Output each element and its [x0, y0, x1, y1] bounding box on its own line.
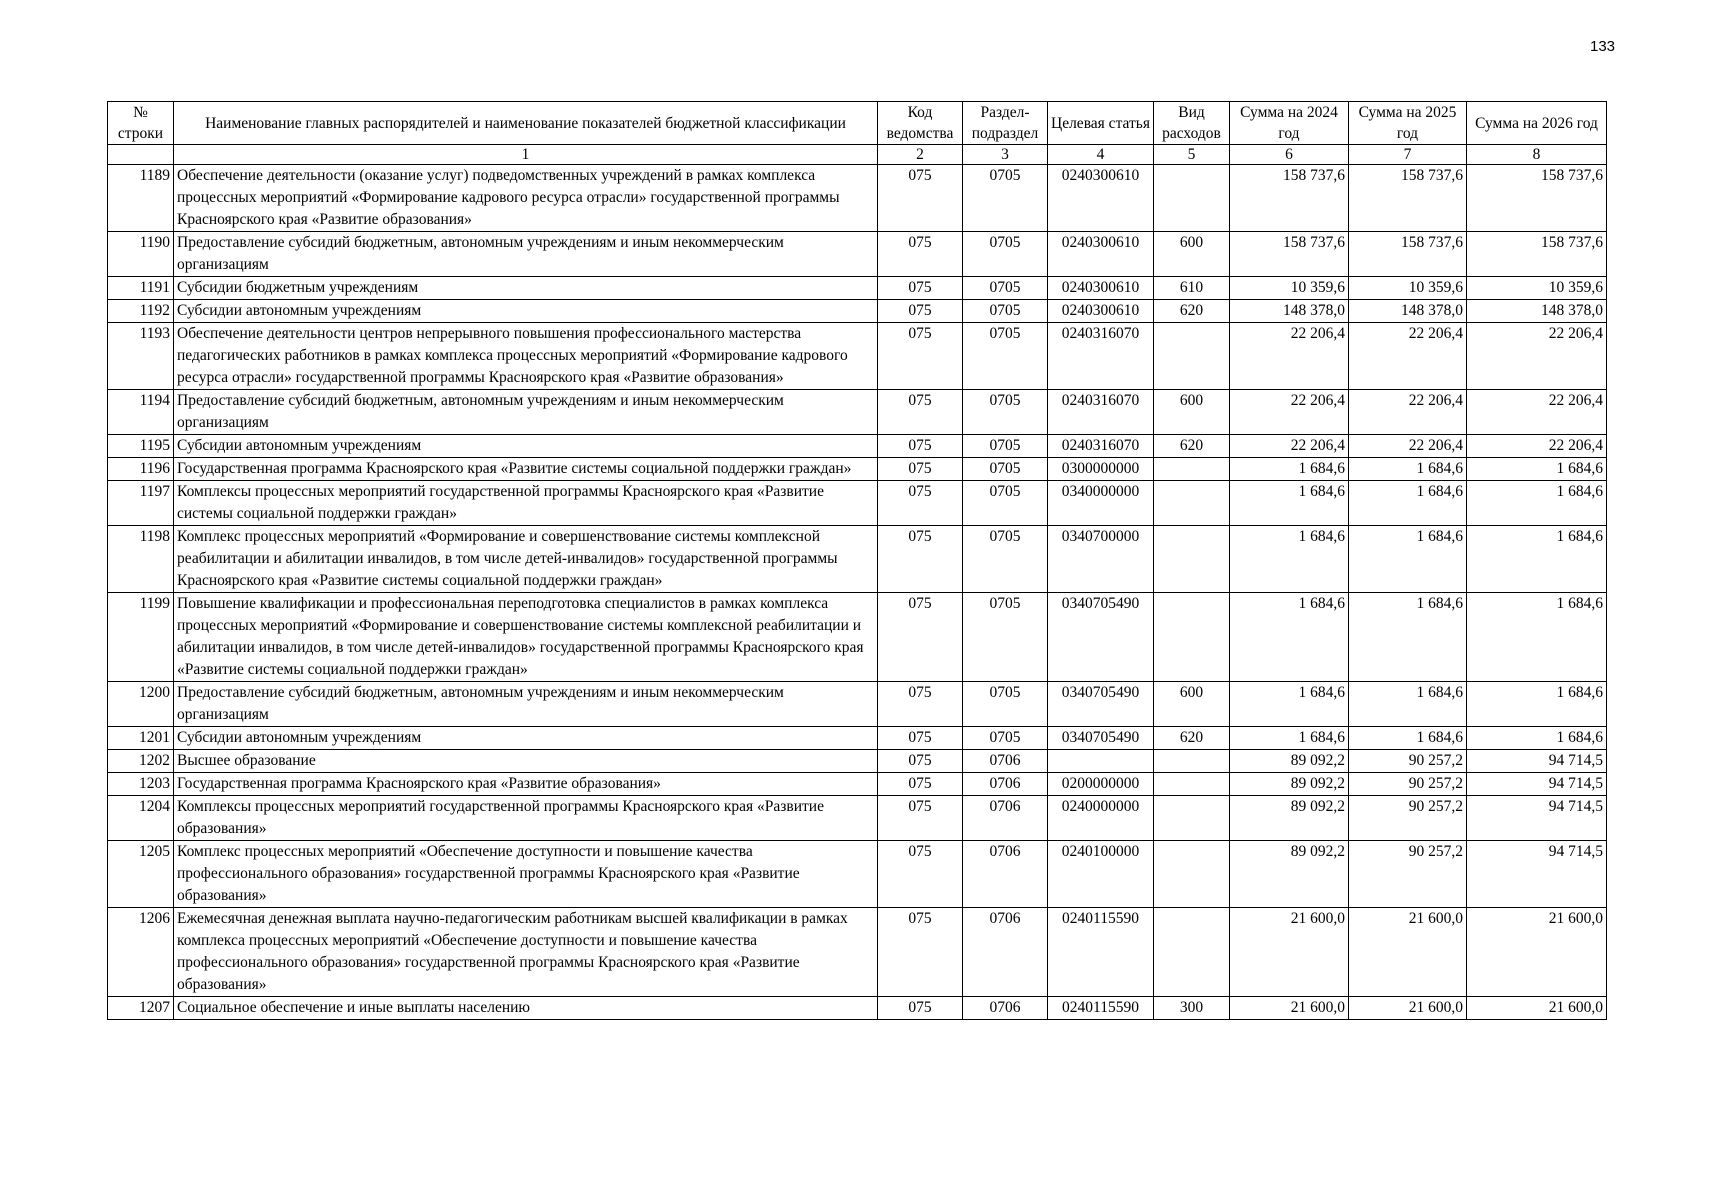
sum-2024-cell: 148 378,0	[1230, 300, 1349, 323]
department-code-cell: 075	[878, 682, 963, 727]
section-cell: 0705	[963, 323, 1048, 390]
row-number-cell: 1207	[108, 997, 174, 1020]
sum-2024-cell: 1 684,6	[1230, 682, 1349, 727]
sum-2025-cell: 22 206,4	[1349, 323, 1467, 390]
name-cell: Социальное обеспечение и иные выплаты населению	[174, 997, 878, 1020]
row-number-cell: 1192	[108, 300, 174, 323]
target-article-cell: 0240316070	[1048, 390, 1154, 435]
table-row	[108, 841, 1607, 908]
sum-2025-cell: 90 257,2	[1349, 773, 1467, 796]
sum-2025-cell: 90 257,2	[1349, 796, 1467, 841]
section-cell: 0705	[963, 435, 1048, 458]
sum-2025-cell: 1 684,6	[1349, 682, 1467, 727]
sum-2024-cell: 89 092,2	[1230, 796, 1349, 841]
department-code-cell: 075	[878, 727, 963, 750]
section-cell: 0705	[963, 390, 1048, 435]
sum-2026-cell: 22 206,4	[1467, 323, 1607, 390]
sum-2024-cell: 22 206,4	[1230, 390, 1349, 435]
sum-2026-cell: 10 359,6	[1467, 277, 1607, 300]
section-cell: 0706	[963, 908, 1048, 997]
table-body	[108, 165, 1607, 1020]
header-section: Раздел-подраздел	[963, 102, 1048, 145]
row-number-cell: 1190	[108, 232, 174, 277]
target-article-cell: 0240000000	[1048, 796, 1154, 841]
column-number: 4	[1048, 145, 1154, 165]
sum-2026-cell: 94 714,5	[1467, 750, 1607, 773]
section-cell: 0705	[963, 727, 1048, 750]
department-code-cell: 075	[878, 232, 963, 277]
section-cell: 0706	[963, 773, 1048, 796]
section-cell: 0705	[963, 232, 1048, 277]
name-cell: Государственная программа Красноярского края «Развитие системы социальной поддержки граждан»	[174, 458, 878, 481]
row-number-cell: 1205	[108, 841, 174, 908]
expense-type-cell	[1154, 750, 1230, 773]
section-cell: 0706	[963, 750, 1048, 773]
column-number	[108, 145, 174, 165]
name-cell: Комплексы процессных мероприятий государственной программы Красноярского края «Развитие системы социальной поддержки граждан»	[174, 481, 878, 526]
sum-2026-cell: 1 684,6	[1467, 727, 1607, 750]
target-article-cell: 0340700000	[1048, 526, 1154, 593]
expense-type-cell: 600	[1154, 682, 1230, 727]
section-cell: 0705	[963, 481, 1048, 526]
table-row	[108, 300, 1607, 323]
sum-2026-cell: 21 600,0	[1467, 997, 1607, 1020]
sum-2024-cell: 10 359,6	[1230, 277, 1349, 300]
sum-2026-cell: 158 737,6	[1467, 165, 1607, 232]
table-row	[108, 526, 1607, 593]
section-cell: 0706	[963, 841, 1048, 908]
section-cell: 0705	[963, 458, 1048, 481]
table-row	[108, 727, 1607, 750]
sum-2026-cell: 1 684,6	[1467, 682, 1607, 727]
section-cell: 0706	[963, 997, 1048, 1020]
expense-type-cell	[1154, 908, 1230, 997]
table-row	[108, 435, 1607, 458]
sum-2025-cell: 158 737,6	[1349, 232, 1467, 277]
target-article-cell: 0340705490	[1048, 682, 1154, 727]
sum-2024-cell: 89 092,2	[1230, 773, 1349, 796]
sum-2024-cell: 21 600,0	[1230, 908, 1349, 997]
expense-type-cell	[1154, 458, 1230, 481]
name-cell: Высшее образование	[174, 750, 878, 773]
row-number-cell: 1204	[108, 796, 174, 841]
department-code-cell: 075	[878, 750, 963, 773]
row-number-cell: 1203	[108, 773, 174, 796]
row-number-cell: 1194	[108, 390, 174, 435]
sum-2025-cell: 90 257,2	[1349, 750, 1467, 773]
sum-2026-cell: 1 684,6	[1467, 593, 1607, 682]
sum-2024-cell: 158 737,6	[1230, 165, 1349, 232]
sum-2026-cell: 22 206,4	[1467, 390, 1607, 435]
row-number-cell: 1191	[108, 277, 174, 300]
sum-2024-cell: 21 600,0	[1230, 997, 1349, 1020]
sum-2025-cell: 21 600,0	[1349, 997, 1467, 1020]
department-code-cell: 075	[878, 458, 963, 481]
expense-type-cell: 600	[1154, 232, 1230, 277]
table-row	[108, 997, 1607, 1020]
name-cell: Предоставление субсидий бюджетным, автономным учреждениям и иным некоммерческим организациям	[174, 682, 878, 727]
department-code-cell: 075	[878, 593, 963, 682]
section-cell: 0705	[963, 165, 1048, 232]
expense-type-cell	[1154, 841, 1230, 908]
row-number-cell: 1200	[108, 682, 174, 727]
budget-table	[107, 101, 1607, 1020]
name-cell: Предоставление субсидий бюджетным, автономным учреждениям и иным некоммерческим организациям	[174, 232, 878, 277]
department-code-cell: 075	[878, 323, 963, 390]
sum-2024-cell: 22 206,4	[1230, 323, 1349, 390]
section-cell: 0705	[963, 300, 1048, 323]
row-number-cell: 1195	[108, 435, 174, 458]
sum-2024-cell: 89 092,2	[1230, 841, 1349, 908]
table-row	[108, 165, 1607, 232]
sum-2024-cell: 1 684,6	[1230, 727, 1349, 750]
column-number: 2	[878, 145, 963, 165]
header-row-number: № строки	[108, 102, 174, 145]
expense-type-cell: 600	[1154, 390, 1230, 435]
department-code-cell: 075	[878, 526, 963, 593]
sum-2025-cell: 1 684,6	[1349, 526, 1467, 593]
expense-type-cell	[1154, 796, 1230, 841]
table-row	[108, 390, 1607, 435]
row-number-cell: 1201	[108, 727, 174, 750]
table-row	[108, 773, 1607, 796]
sum-2025-cell: 21 600,0	[1349, 908, 1467, 997]
department-code-cell: 075	[878, 773, 963, 796]
table-row	[108, 323, 1607, 390]
name-cell: Комплексы процессных мероприятий государственной программы Красноярского края «Развитие образования»	[174, 796, 878, 841]
sum-2025-cell: 1 684,6	[1349, 481, 1467, 526]
expense-type-cell: 620	[1154, 435, 1230, 458]
section-cell: 0705	[963, 682, 1048, 727]
header-sum-2026: Сумма на 2026 год	[1467, 102, 1607, 145]
expense-type-cell	[1154, 165, 1230, 232]
department-code-cell: 075	[878, 390, 963, 435]
sum-2025-cell: 1 684,6	[1349, 593, 1467, 682]
header-row	[108, 102, 1607, 145]
column-number: 6	[1230, 145, 1349, 165]
sum-2025-cell: 1 684,6	[1349, 727, 1467, 750]
row-number-cell: 1206	[108, 908, 174, 997]
row-number-cell: 1202	[108, 750, 174, 773]
header-name: Наименование главных распорядителей и наименование показателей бюджетной классификации	[174, 102, 878, 145]
name-cell: Комплекс процессных мероприятий «Обеспечение доступности и повышение качества профессионального образования» государственной программы Красноярского края «Развитие образования»	[174, 841, 878, 908]
name-cell: Субсидии автономным учреждениям	[174, 435, 878, 458]
table-row	[108, 593, 1607, 682]
name-cell: Обеспечение деятельности центров непрерывного повышения профессионального мастерства педагогических работников в рамках комплекса процессных мероприятий «Формирование кадрового ресурса отрасли» государственной программы Красноярского края «Развитие образования»	[174, 323, 878, 390]
target-article-cell: 0240316070	[1048, 323, 1154, 390]
target-article-cell: 0200000000	[1048, 773, 1154, 796]
sum-2024-cell: 22 206,4	[1230, 435, 1349, 458]
row-number-cell: 1199	[108, 593, 174, 682]
sum-2026-cell: 1 684,6	[1467, 458, 1607, 481]
sum-2025-cell: 90 257,2	[1349, 841, 1467, 908]
department-code-cell: 075	[878, 481, 963, 526]
sum-2026-cell: 1 684,6	[1467, 526, 1607, 593]
expense-type-cell: 620	[1154, 300, 1230, 323]
name-cell: Субсидии бюджетным учреждениям	[174, 277, 878, 300]
target-article-cell: 0300000000	[1048, 458, 1154, 481]
name-cell: Повышение квалификации и профессиональная переподготовка специалистов в рамках комплекса процессных мероприятий «Формирование и совершенствование системы комплексной реабилитации и абилитации инвалидов, в том числе детей-инвалидов» государственной программы Красноярского края «Развитие системы социальной поддержки граждан»	[174, 593, 878, 682]
page-number: 133	[1590, 38, 1616, 55]
department-code-cell: 075	[878, 300, 963, 323]
sum-2026-cell: 158 737,6	[1467, 232, 1607, 277]
target-article-cell: 0340705490	[1048, 593, 1154, 682]
sum-2024-cell: 1 684,6	[1230, 458, 1349, 481]
name-cell: Государственная программа Красноярского края «Развитие образования»	[174, 773, 878, 796]
expense-type-cell	[1154, 593, 1230, 682]
header-expense-type: Вид расходов	[1154, 102, 1230, 145]
expense-type-cell: 300	[1154, 997, 1230, 1020]
department-code-cell: 075	[878, 796, 963, 841]
name-cell: Предоставление субсидий бюджетным, автономным учреждениям и иным некоммерческим организациям	[174, 390, 878, 435]
target-article-cell: 0240300610	[1048, 232, 1154, 277]
row-number-cell: 1189	[108, 165, 174, 232]
sum-2024-cell: 1 684,6	[1230, 593, 1349, 682]
department-code-cell: 075	[878, 841, 963, 908]
sum-2025-cell: 148 378,0	[1349, 300, 1467, 323]
department-code-cell: 075	[878, 277, 963, 300]
column-number: 1	[174, 145, 878, 165]
section-cell: 0705	[963, 277, 1048, 300]
department-code-cell: 075	[878, 165, 963, 232]
sum-2026-cell: 94 714,5	[1467, 841, 1607, 908]
sum-2026-cell: 94 714,5	[1467, 773, 1607, 796]
target-article-cell: 0340000000	[1048, 481, 1154, 526]
name-cell: Обеспечение деятельности (оказание услуг) подведомственных учреждений в рамках комплекса процессных мероприятий «Формирование кадрового ресурса отрасли» государственной программы Красноярского края «Развитие образования»	[174, 165, 878, 232]
department-code-cell: 075	[878, 997, 963, 1020]
expense-type-cell: 610	[1154, 277, 1230, 300]
table-row	[108, 232, 1607, 277]
name-cell: Субсидии автономным учреждениям	[174, 727, 878, 750]
header-sum-2025: Сумма на 2025 год	[1349, 102, 1467, 145]
column-number: 5	[1154, 145, 1230, 165]
table-row	[108, 277, 1607, 300]
sum-2026-cell: 21 600,0	[1467, 908, 1607, 997]
name-cell: Субсидии автономным учреждениям	[174, 300, 878, 323]
target-article-cell: 0240115590	[1048, 997, 1154, 1020]
column-number: 3	[963, 145, 1048, 165]
sum-2025-cell: 1 684,6	[1349, 458, 1467, 481]
target-article-cell: 0240300610	[1048, 277, 1154, 300]
target-article-cell: 0340705490	[1048, 727, 1154, 750]
header-target-article: Целевая статья	[1048, 102, 1154, 145]
table-row	[108, 458, 1607, 481]
header-department-code: Код ведомства	[878, 102, 963, 145]
table-row	[108, 682, 1607, 727]
column-number: 7	[1349, 145, 1467, 165]
sum-2026-cell: 94 714,5	[1467, 796, 1607, 841]
target-article-cell	[1048, 750, 1154, 773]
sum-2026-cell: 1 684,6	[1467, 481, 1607, 526]
name-cell: Ежемесячная денежная выплата научно-педагогическим работникам высшей квалификации в рамках комплекса процессных мероприятий «Обеспечение доступности и повышение качества профессионального образования» государственной программы Красноярского края «Развитие образования»	[174, 908, 878, 997]
header-sum-2024: Сумма на 2024 год	[1230, 102, 1349, 145]
expense-type-cell	[1154, 323, 1230, 390]
section-cell: 0705	[963, 593, 1048, 682]
department-code-cell: 075	[878, 435, 963, 458]
sum-2026-cell: 22 206,4	[1467, 435, 1607, 458]
sum-2024-cell: 158 737,6	[1230, 232, 1349, 277]
expense-type-cell	[1154, 773, 1230, 796]
target-article-cell: 0240300610	[1048, 300, 1154, 323]
table-row	[108, 481, 1607, 526]
department-code-cell: 075	[878, 908, 963, 997]
row-number-cell: 1197	[108, 481, 174, 526]
table-row	[108, 908, 1607, 997]
expense-type-cell	[1154, 481, 1230, 526]
target-article-cell: 0240316070	[1048, 435, 1154, 458]
section-cell: 0705	[963, 526, 1048, 593]
row-number-cell: 1198	[108, 526, 174, 593]
expense-type-cell	[1154, 526, 1230, 593]
row-number-cell: 1193	[108, 323, 174, 390]
sum-2025-cell: 10 359,6	[1349, 277, 1467, 300]
sum-2025-cell: 22 206,4	[1349, 390, 1467, 435]
target-article-cell: 0240115590	[1048, 908, 1154, 997]
sum-2024-cell: 89 092,2	[1230, 750, 1349, 773]
column-number: 8	[1467, 145, 1607, 165]
table-row	[108, 796, 1607, 841]
column-number-row	[108, 145, 1607, 165]
sum-2025-cell: 22 206,4	[1349, 435, 1467, 458]
target-article-cell: 0240300610	[1048, 165, 1154, 232]
sum-2024-cell: 1 684,6	[1230, 481, 1349, 526]
table-row	[108, 750, 1607, 773]
sum-2024-cell: 1 684,6	[1230, 526, 1349, 593]
expense-type-cell: 620	[1154, 727, 1230, 750]
section-cell: 0706	[963, 796, 1048, 841]
sum-2026-cell: 148 378,0	[1467, 300, 1607, 323]
name-cell: Комплекс процессных мероприятий «Формирование и совершенствование системы комплексной реабилитации и абилитации инвалидов, в том числе детей-инвалидов» государственной программы Красноярского края «Развитие системы социальной поддержки граждан»	[174, 526, 878, 593]
target-article-cell: 0240100000	[1048, 841, 1154, 908]
row-number-cell: 1196	[108, 458, 174, 481]
sum-2025-cell: 158 737,6	[1349, 165, 1467, 232]
